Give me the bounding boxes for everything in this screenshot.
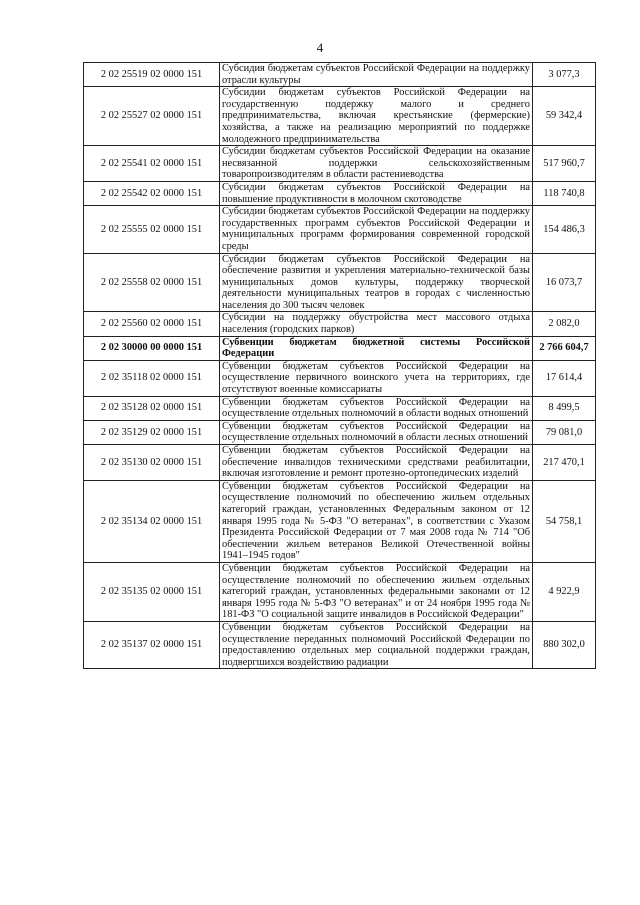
table-row: [84, 621, 596, 668]
table-row: [84, 420, 596, 444]
description-cell: Субсидии бюджетам субъектов Российской Федерации на государственную поддержку малого и среднего предпринимательства, включая крестьянские (фермерские) хозяйства, а также на реализацию мероприятий по поддержке молодежного предпринимательства: [220, 87, 533, 146]
budget-code-cell: 2 02 30000 00 0000 151: [84, 336, 220, 360]
budget-code-cell: 2 02 25519 02 0000 151: [84, 63, 220, 87]
budget-code-cell: 2 02 25555 02 0000 151: [84, 206, 220, 253]
budget-code-cell: 2 02 25541 02 0000 151: [84, 146, 220, 182]
amount-cell: 2 766 604,7: [533, 336, 596, 360]
budget-code-cell: 2 02 25527 02 0000 151: [84, 87, 220, 146]
description-cell: Субсидии бюджетам субъектов Российской Федерации на поддержку государственных программ субъектов Российской Федерации и муниципальных программ формирования современной городской среды: [220, 206, 533, 253]
description-cell: Субвенции бюджетам субъектов Российской Федерации на осуществление полномочий по обеспечению жильем отдельных категорий граждан, установленных федеральными законами от 12 января 1995 года № 5-ФЗ "О ветеранах" и от 24 ноября 1995 года № 181-ФЗ "О социальной защите инвалидов в Российской Федерации": [220, 562, 533, 621]
budget-code-cell: 2 02 35128 02 0000 151: [84, 396, 220, 420]
page-number: 4: [316, 40, 324, 55]
description-cell: Субвенции бюджетам субъектов Российской Федерации на обеспечение инвалидов техническими средствами реабилитации, включая изготовление и ремонт протезно-ортопедических изделий: [220, 445, 533, 481]
amount-cell: 59 342,4: [533, 87, 596, 146]
amount-cell: 880 302,0: [533, 621, 596, 668]
table-row: [84, 480, 596, 562]
budget-code-cell: 2 02 25558 02 0000 151: [84, 253, 220, 312]
amount-cell: 79 081,0: [533, 420, 596, 444]
description-cell: Субсидии бюджетам субъектов Российской Федерации на обеспечение развития и укрепления материально-технической базы муниципальных домов культуры, поддержку творческой деятельности муниципальных театров в городах с численностью населения до 300 тысяч человек: [220, 253, 533, 312]
table-row: [84, 63, 596, 87]
budget-code-cell: 2 02 35135 02 0000 151: [84, 562, 220, 621]
amount-cell: 4 922,9: [533, 562, 596, 621]
description-cell: Субсидии на поддержку обустройства мест массового отдыха населения (городских парков): [220, 312, 533, 336]
budget-revenue-table: [83, 62, 596, 669]
table-row: [84, 360, 596, 396]
description-cell: Субвенции бюджетам субъектов Российской Федерации на осуществление отдельных полномочий в области водных отношений: [220, 396, 533, 420]
description-cell: Субсидия бюджетам субъектов Российской Федерации на поддержку отрасли культуры: [220, 63, 533, 87]
table-row: [84, 396, 596, 420]
amount-cell: 16 073,7: [533, 253, 596, 312]
description-cell: Субвенции бюджетам субъектов Российской Федерации на осуществление отдельных полномочий в области лесных отношений: [220, 420, 533, 444]
amount-cell: 8 499,5: [533, 396, 596, 420]
amount-cell: 517 960,7: [533, 146, 596, 182]
description-cell: Субвенции бюджетам субъектов Российской Федерации на осуществление первичного воинского учета на территориях, где отсутствуют военные комиссариаты: [220, 360, 533, 396]
table-row: [84, 146, 596, 182]
amount-cell: 2 082,0: [533, 312, 596, 336]
description-cell: Субвенции бюджетам субъектов Российской Федерации на осуществление полномочий по обеспечению жильем отдельных категорий граждан, установленных Федеральным законом от 12 января 1995 года № 5-ФЗ "О ветеранах", в соответствии с Указом Президента Российской Федерации от 7 мая 2008 года № 714 "Об обеспечении жильем ветеранов Великой Отечественной войны 1941–1945 годов": [220, 480, 533, 562]
table-row: [84, 87, 596, 146]
budget-code-cell: 2 02 35130 02 0000 151: [84, 445, 220, 481]
table-row: [84, 562, 596, 621]
budget-code-cell: 2 02 35134 02 0000 151: [84, 480, 220, 562]
description-cell: Субсидии бюджетам субъектов Российской Федерации на оказание несвязанной поддержки сельскохозяйственным товаропроизводителям в области растениеводства: [220, 146, 533, 182]
table-row: [84, 253, 596, 312]
table-body: [84, 63, 596, 669]
budget-code-cell: 2 02 25560 02 0000 151: [84, 312, 220, 336]
table-row: [84, 312, 596, 336]
description-cell: Субсидии бюджетам субъектов Российской Федерации на повышение продуктивности в молочном скотоводстве: [220, 181, 533, 205]
table-row: [84, 445, 596, 481]
amount-cell: 118 740,8: [533, 181, 596, 205]
amount-cell: 17 614,4: [533, 360, 596, 396]
budget-code-cell: 2 02 35118 02 0000 151: [84, 360, 220, 396]
table-row: [84, 206, 596, 253]
amount-cell: 154 486,3: [533, 206, 596, 253]
description-cell: Субвенции бюджетам бюджетной системы Российской Федерации: [220, 336, 533, 360]
table-row: [84, 336, 596, 360]
amount-cell: 217 470,1: [533, 445, 596, 481]
budget-code-cell: 2 02 35129 02 0000 151: [84, 420, 220, 444]
description-cell: Субвенции бюджетам субъектов Российской Федерации на осуществление переданных полномочий Российской Федерации по предоставлению отдельных мер социальной поддержки граждан, подвергшихся воздействию радиации: [220, 621, 533, 668]
table-row: [84, 181, 596, 205]
amount-cell: 54 758,1: [533, 480, 596, 562]
budget-code-cell: 2 02 25542 02 0000 151: [84, 181, 220, 205]
budget-code-cell: 2 02 35137 02 0000 151: [84, 621, 220, 668]
amount-cell: 3 077,3: [533, 63, 596, 87]
